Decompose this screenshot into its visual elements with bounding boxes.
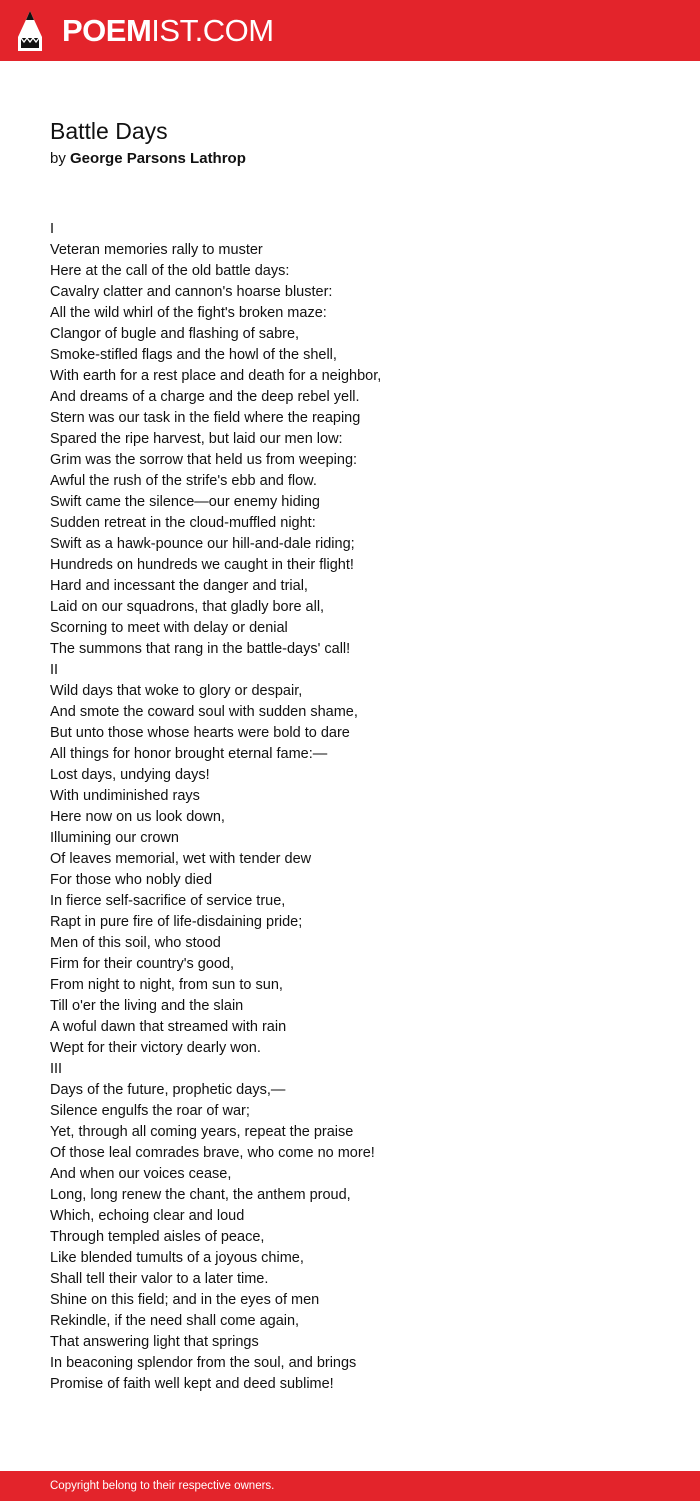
poem-line: Wild days that woke to glory or despair, <box>50 683 303 699</box>
poem-line: All the wild whirl of the fight's broken maze: <box>50 305 327 321</box>
poem-line: Shall tell their valor to a later time. <box>50 1271 269 1287</box>
poem-line: Cavalry clatter and cannon's hoarse bluster: <box>50 284 333 300</box>
poem-line: From night to night, from sun to sun, <box>50 977 283 993</box>
poem-line: Laid on our squadrons, that gladly bore all, <box>50 599 325 615</box>
poem-line: With undiminished rays <box>50 788 200 804</box>
pencil-icon[interactable] <box>18 11 42 51</box>
poem-line: Sudden retreat in the cloud-muffled night: <box>50 515 316 531</box>
site-header <box>0 0 700 61</box>
byline <box>50 148 246 170</box>
by-label: by <box>50 150 66 167</box>
poem-line: Scorning to meet with delay or denial <box>50 620 288 636</box>
poem-line: Here at the call of the old battle days: <box>50 263 290 279</box>
poem-line: Like blended tumults of a joyous chime, <box>50 1250 304 1266</box>
poem-line: Through templed aisles of peace, <box>50 1229 265 1245</box>
poem-line: With earth for a rest place and death for a neighbor, <box>50 368 382 384</box>
poem-line: A woful dawn that streamed with rain <box>50 1019 287 1035</box>
poem-line: Hard and incessant the danger and trial, <box>50 578 308 594</box>
poem-line: In beaconing splendor from the soul, and brings <box>50 1355 357 1371</box>
poem-line: For those who nobly died <box>50 872 213 888</box>
poem-line: Firm for their country's good, <box>50 956 235 972</box>
poem-line: Men of this soil, who stood <box>50 935 221 951</box>
poem-line: Veteran memories rally to muster <box>50 242 263 258</box>
poem-line: And when our voices cease, <box>50 1166 232 1182</box>
poem-line: And dreams of a charge and the deep rebel yell. <box>50 389 360 405</box>
poem-line: Clangor of bugle and flashing of sabre, <box>50 326 300 342</box>
poem-line: Swift as a hawk-pounce our hill-and-dale riding; <box>50 536 355 552</box>
poem-line: Awful the rush of the strife's ebb and flow. <box>50 473 317 489</box>
poem-line: Spared the ripe harvest, but laid our men low: <box>50 431 343 447</box>
poem-line: Silence engulfs the roar of war; <box>50 1103 250 1119</box>
poem-line: Rapt in pure fire of life-disdaining pride; <box>50 914 303 930</box>
brand-name-light: IST.COM <box>151 13 274 48</box>
poem-line: Long, long renew the chant, the anthem proud, <box>50 1187 351 1203</box>
poem-line: Swift came the silence—our enemy hiding <box>50 494 320 510</box>
poem-line: All things for honor brought eternal fame:— <box>50 746 328 762</box>
poem-line: Smoke-stifled flags and the howl of the shell, <box>50 347 337 363</box>
poem-line: Of leaves memorial, wet with tender dew <box>50 851 312 867</box>
poem-line: Yet, through all coming years, repeat the praise <box>50 1124 354 1140</box>
poem-line: But unto those whose hearts were bold to dare <box>50 725 350 741</box>
poem-line: Grim was the sorrow that held us from weeping: <box>50 452 358 468</box>
poem-line: Wept for their victory dearly won. <box>50 1040 261 1056</box>
site-footer <box>0 1471 700 1501</box>
poem-line: Days of the future, prophetic days,— <box>50 1082 286 1098</box>
copyright-text: Copyright belong to their respective owners. <box>50 1480 275 1492</box>
poem-line: Which, echoing clear and loud <box>50 1208 245 1224</box>
poem-line: The summons that rang in the battle-days' call! <box>50 641 351 657</box>
poem-line: In fierce self-sacrifice of service true, <box>50 893 286 909</box>
poem-line: II <box>50 662 59 678</box>
poem-line: That answering light that springs <box>50 1334 259 1350</box>
poem-line: III <box>50 1061 63 1077</box>
poem-line: Rekindle, if the need shall come again, <box>50 1313 300 1329</box>
poem-line: Shine on this field; and in the eyes of men <box>50 1292 320 1308</box>
poem-title: Battle Days <box>50 118 168 144</box>
author-name: George Parsons Lathrop <box>70 150 246 167</box>
poem-line: Illumining our crown <box>50 830 179 846</box>
poem-line: Till o'er the living and the slain <box>50 998 244 1014</box>
poem-line: And smote the coward soul with sudden shame, <box>50 704 358 720</box>
poem-line: Here now on us look down, <box>50 809 225 825</box>
poem-body <box>50 219 670 1395</box>
brand-name-bold: POEM <box>62 13 152 48</box>
poem-line: Promise of faith well kept and deed sublime! <box>50 1376 334 1392</box>
site-logo-link[interactable] <box>62 12 274 50</box>
poem-line: Of those leal comrades brave, who come no more! <box>50 1145 375 1161</box>
poem-line: I <box>50 221 55 237</box>
poem-line: Lost days, undying days! <box>50 767 210 783</box>
poem-line: Stern was our task in the field where the reaping <box>50 410 361 426</box>
poem-line: Hundreds on hundreds we caught in their flight! <box>50 557 354 573</box>
